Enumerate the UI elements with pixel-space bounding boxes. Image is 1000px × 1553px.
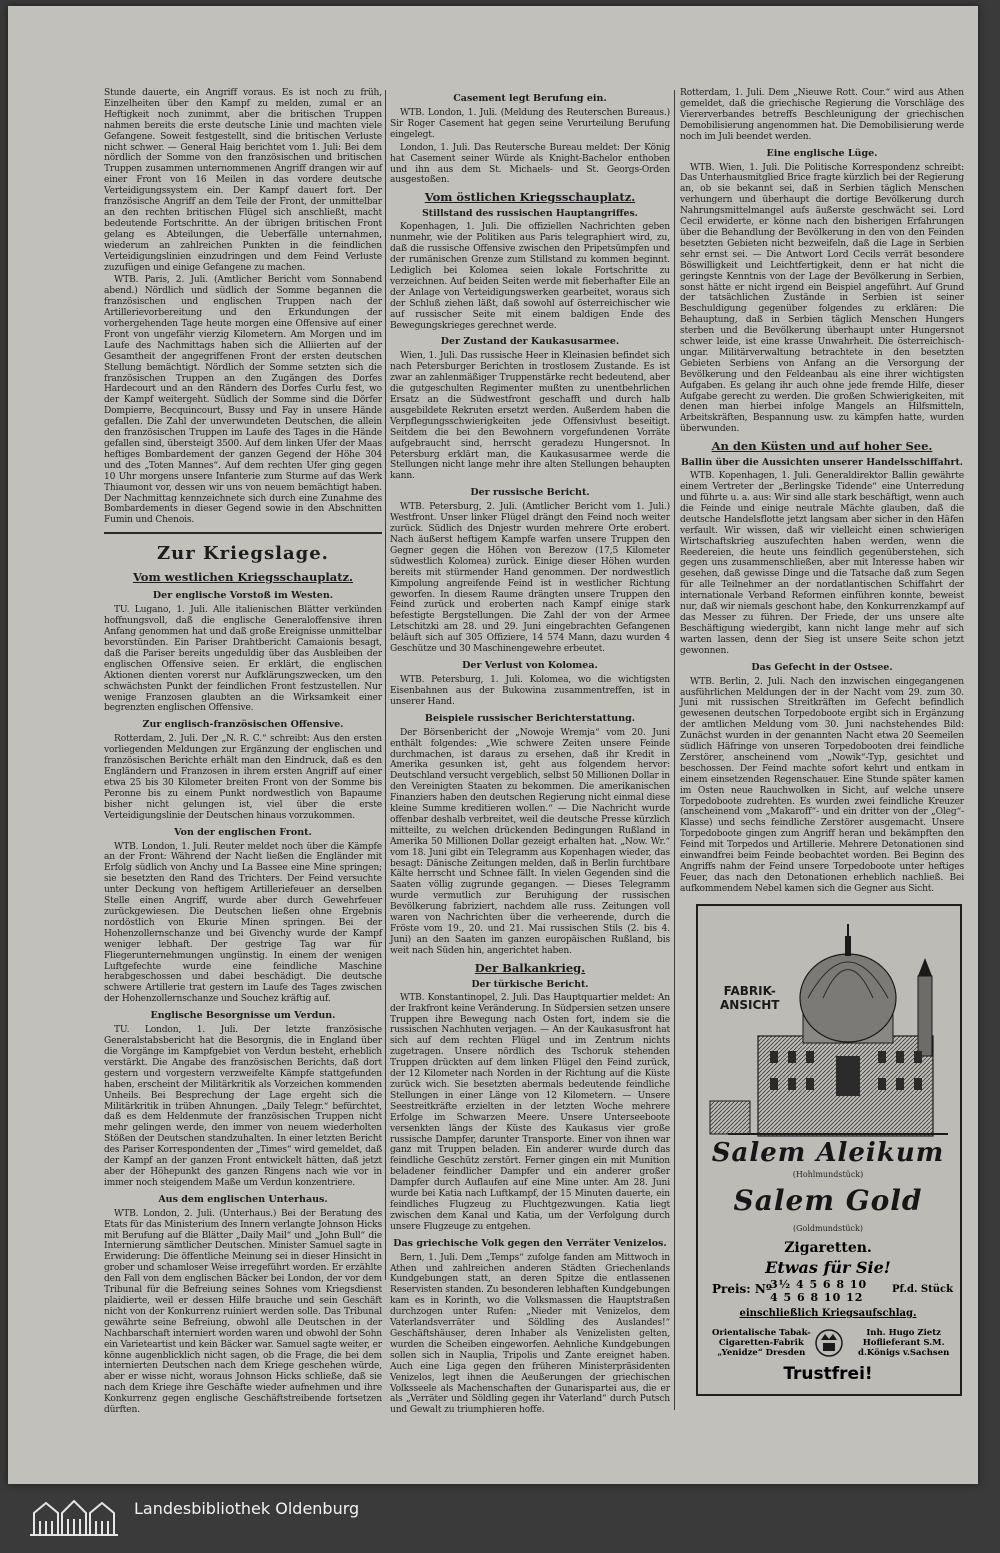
manufacturer-line: „Yenidze“ Dresden [717,1348,806,1358]
factory-building-illustration [698,906,960,1136]
column-left [104,88,382,1416]
article-paragraph: WTB. Kopenhagen, 1. Juli. Generaldirektor Ballin gewährte einem Vertreter der „Berlingske Tidende“ eine Unterredung und führte u. a. aus: Wir sind alle stark beschäftigt, wenn auch die Feinde und einige neutrale Mächte glauben, daß die deutsche Handelsflotte jetzt langsam aber sicher in den Häfen verfault. Wir wissen, daß wir vielleicht einen schwierigen Wirtschaftskrieg auszufechten haben werden, wenn die Reedereien, die heute uns feindlich gegenüberstehen, sich gegen uns zusammenschließen, aber mit Interesse haben wir gesehen, daß gewisse Dinge und die Tatsache daß zum Segen für alle Teilnehmer an der nordatlantischen Schiffahrt der internationale Verband Reformen einführen konnte, beweist nur, daß wir niemals geschont habe, den Konkurrenzkampf auf das Messer zu führen. Der Friede, der uns unsere alte Beschäftigung wiedergibt, kann nicht lange mehr auf sich warten lassen, denn der Sieg ist unsere Seite schon jetzt gewonnen. [680,471,964,656]
article-paragraph: Der Börsenbericht der „Nowoje Wremja“ vom 20. Juni enthält folgendes: „Wie schwere Zeiten unsere Feinde durchmachen, ist daraus zu ersehen, daß ihr Kredit in Amerika gesunken ist, geht aus folgendem hervor: Deutschland versucht vergeblich, selbst 50 Millionen Dollar in den Vereinigten Staaten zu bekommen. Die amerikanischen Finanziers haben den deutschen Regierung nicht einmal diese kleine Summe kreditieren wollen.“ — Die Nachricht wurde offenbar deshalb verbreitet, weil die deutsche Presse kürzlich mitteilte, zu welchen drückenden Bedingungen Rußland in Amerika 50 Millionen Dollar gezeigt erhalten hat. „Now. Wr.“ vom 18. Juni gibt ein Telegramm aus Kopenhagen wieder, das besagt: Dänische Zeitungen melden, daß in Berlin furchtbare Kälte herrscht und Schnee fällt. In vielen Gegenden sind die Saaten völlig zugrunde gegangen. — Dieses Telegramm wurde vermutlich zur Beruhigung der russischen Bevölkerung fabriziert, nachdem alle russ. Zeitungen voll waren von Nachrichten über die verheerende, durch die Fröste vom 19., 20. und 21. Mai russischen Stils (2. bis 4. Juni) an den Saaten im ganzen europäischen Rußland, bis weit nach Süden hin, angerichtet haben. [390,727,670,956]
article-heading: Aus dem englischen Unterhaus. [158,1193,328,1205]
article-heading: Der Verlust von Kolomea. [462,659,598,671]
salem-cigarette-advertisement [696,904,962,1396]
proprietor-info [858,1328,949,1358]
article-paragraph: Kopenhagen, 1. Juli. Die offiziellen Nachrichten geben nunmehr, wie der Politiken aus Paris telegraphiert wird, zu, daß die russische Offensive zwischen den Pripetsümpfen und der rumänischen Grenze zum Stillstand zu kommen beginnt. Lediglich bei Kolomea seien lokale Fortschritte zu verzeichnen. Auf beiden Seiten werde mit fieberhafter Eile an der Anlage von Verteidigungswerken gearbeitet, woraus sich der Schluß ziehen läßt, daß sowohl auf österreichischer wie auf russischer Seite mit einem baldigen Ende des Bewegungskrieges gerechnet werde. [390,222,670,331]
article-paragraph: Wien, 1. Juli. Das russische Heer in Kleinasien befindet sich nach Petersburger Berichten in trostlosem Zustande. Es ist zwar an zahlenmäßiger Truppenstärke recht bedeutend, aber die gutgeschulten Regimenter mußten zu unentbehrlichen Ersatz an die Südwestfront geschafft und durch halb ausgebildete Rekruten ersetzt werden. Außerdem haben die Verpflegungsschwierigkeiten jede Offensivlust beseitigt. Seitdem die bei den Bewohnern vorgefundenen Vorräte aufgebraucht sind, herrscht geradezu Hungersnot. In Petersburg erklärt man, die Kaukasusarmee werde die Stellungen nicht lange mehr ihre alten Stellungen behaupten kann. [390,351,670,482]
price-row: 3½ 4 5 6 8 10 [770,1278,868,1291]
article-heading: Der Zustand der Kaukasusarmee. [440,336,620,348]
price-row: 4 5 6 8 10 12 [770,1291,864,1304]
brand-subtitle: (Hohlmundstück) [792,1170,864,1179]
article-heading: Von der englischen Front. [174,826,312,838]
fabrik-ansicht-caption [720,984,779,1012]
section-heading: Vom westlichen Kriegsschauplatz. [132,570,354,585]
brand-subtitle: (Goldmundstück) [793,1224,863,1233]
article-heading: Das griechische Volk gegen den Verräter Venizelos. [393,1237,667,1249]
article-heading: Das Gefecht in der Ostsee. [751,661,893,673]
article-paragraph: WTB. Konstantinopel, 2. Juli. Das Hauptquartier meldet: An der Irakfront keine Veränderung. In Südpersien setzen unsere Truppen ihre Bewegung nach Osten fort, indem sie die russischen Nachhuten verjagen. — An der Kaukasusfront hat sich auf dem rechten Flügel und im Zentrum nichts zugetragen. Unsere nördlich des Tschoruk stehenden Truppen drückten auf dem linken Flügel den Feind zurück, der 12 Kilometer nach Norden in der Richtung auf die Küste zurück wich. Sie besetzten abermals bedeutende feindliche Stellungen in einer Länge von 12 Kilometern. — Unsere Seestreitkräfte erzielten in der letzten Woche mehrere Erfolge im Schwarzen Meere. Unsere Unterseeboote versenkten längs der Küste des Kaukasus vier große russische Dampfer, darunter Transporte. Einer von ihnen war ganz mit Truppen beladen. Ein anderer wurde durch das feindliche Geschütz zerstört. Ferner gingen ein mit Munition beladener feindlicher Dampfer und ein anderer großer Dampfer durch Auflaufen auf eine Mine unter. Am 28. Juni wurde bei Katia nach Luftkampf, der 15 Minuten dauerte, ein feindliches Flugzeug zu Fluchtgezwungen. Katia liegt zwischen dem Kanal und Katia, um der Verfolgung durch unsere Flugzeuge zu entgehen. [390,992,670,1232]
trustfrei-slogan: Trustfrei! [783,1364,873,1384]
article-subheading: Stillstand des russischen Hauptangriffes. [422,208,638,220]
manufacturer-line: Cigaretten-Fabrik [718,1338,804,1348]
column-divider [385,90,386,1280]
article-heading: Englische Besorgnisse um Verdun. [150,1010,336,1022]
manufacturer-line: Orientalische Tabak- [712,1328,811,1338]
article-paragraph: WTB. Berlin, 2. Juli. Nach den inzwischen eingegangenen ausführlichen Meldungen der in der Nacht vom 29. zum 30. Juni mit russischen Streitkräften im Gefecht befindlich gewesenen deutschen Torpedoboote ergibt sich in Ergänzung der amtlichen Meldung vom 30. Juni nachstehendes Bild: Zunächst wurden in der genannten Nacht etwa 20 Seemeilen südlich Häfringe von unseren Torpedobooten drei feindliche Zerstörer, anscheinend vom „Nowik“-Typ, gesichtet und beschossen. Der Feind machte sofort kehrt und entkam in einem einsetzenden Regenschauer. Eine Stunde später kamen im Osten neue Rauchwolken in Sicht, auf welche unsere Torpedoboote zudrehten. Es wurden zwei feindliche Kreuzer (anscheinend vom „Makaroff“- und ein dritter von der „Oleg“-Klasse) und sechs feindliche Zerstörer ausgemacht. Unsere Torpedoboote gingen zum Angriff heran und bekämpften den Feind mit Torpedos und Artillerie. Mehrere Detonationen sind einwandfrei beim Feinde beobachtet worden. Bei Beginn des Angriffs nahm der Feind unsere Torpedoboote unter heftiges Feuer, das nach den Detonationen erheblich nachließ. Bei aufkommendem Nebel kamen sich die Gegner aus Sicht. [680,676,964,894]
article-paragraph: Bern, 1. Juli. Dem „Temps“ zufolge fanden am Mittwoch in Athen und zahlreichen anderen Städten Griechenlands Kundgebungen statt, an deren Spitze die entlassenen Reservisten standen. Zu besonderen lebhaften Kundgebungen kam es in Korinth, wo die Volksmassen die Hauptstraßen durchzogen unter Rufen: „Nieder mit Venizelos, dem Vaterlandsverräter und Söldling des Auslandes!“ Geschäftshäuser, deren Inhaber als Venizelisten gelten, wurden die Scheiben eingeworfen. Aehnliche Kundgebungen sollen sich in Nauplia, Tripolis und Zante ereignet haben. Auch eine Liga gegen den früheren Ministerpräsidenten Venizelos, legt ihnen die Aeußerungen der griechischen Volksseele als Machenschaften der Gunarispartei aus, die er als „Verräter und Söldling gegen ihr Vaterland“ durch Putsch und Gewalt zu triumphieren hoffe. [390,1252,670,1416]
article-subheading: Der türkische Bericht. [471,978,589,990]
newspaper-page [8,6,978,1484]
article-heading: Der englische Vorstoß im Westen. [152,590,334,602]
caption-line: FABRIK- [723,984,776,998]
brand-salem-gold: Salem Gold [733,1184,923,1217]
article-paragraph: Rotterdam, 1. Juli. Dem „Nieuwe Rott. Cour.“ wird aus Athen gemeldet, daß die griechische Regierung die Vorschläge des Viererverbandes betreffs Beschleunigung der griechischen Demobilisierung angenommen hat. Die Demobilisierung werde noch im Juli beendet werden. [680,88,964,142]
zigaretten-label: Zigaretten. [784,1240,872,1256]
proprietor-line: Inh. Hugo Zietz [866,1328,941,1338]
article-paragraph: WTB. Paris, 2. Juli. (Amtlicher Bericht vom Sonnabend abend.) Nördlich und südlich der Somme begannen die französischen und englischen Truppen nach der Artillerievorbereitung und den Erkundungen der vorhergehenden Tage heute morgen eine Offensive auf einer Front von ungefähr vierzig Kilometern. Am Morgen und im Laufe des Nachmittags haben sich die Alliierten auf der Gesamtheit der angegriffenen Front der ersten deutschen Stellung bemächtigt. Nördlich der Somme setzten sich die französischen Truppen an den Zugängen des Dorfes Hardecourt und an den Rändern des Dorfes Curlu fest, wo der Kampf weitergeht. Südlich der Somme sind die Dörfer Dompierre, Becquincourt, Bussy und Fay in unsere Hände gefallen. Die Zahl der unverwundeten Deutschen, die allein den französischen Truppen im Laufe des Tages in die Hände gefallen sind, übersteigt 3500. Auf dem linken Ufer der Maas heftiges Bombardement der ganzen Gegend der Höhe 304 und des „Toten Mannes“. Auf dem rechten Ufer ging gegen 10 Uhr morgens unsere Infanterie zum Sturme auf das Werk Thiaumont vor, dessen wir uns von neuem bemächtigt haben. Der Nachmittag kennzeichnete sich durch eine Zunahme des Bombardements in dieser Gegend sowie in den Abschnitten Fumin und Chenois. [104,275,382,526]
section-heading: Vom östlichen Kriegsschauplatz. [424,190,636,205]
article-heading: Beispiele russischer Berichterstattung. [424,712,636,724]
article-paragraph: WTB. London, 1. Juli. Reuter meldet noch über die Kämpfe an der Front: Während der Nacht ließen die Engländer mit Erfolg südlich von Anchy und La Bassee eine Mine springen; sie besetzten den Rand des Trichters. Der Feind versuchte unter Deckung von heftigem Artilleriefeuer an derselben Stelle einen Angriff, wurde aber durch Gewehrfeuer zurückgewiesen. Die Deutschen ließen ohne Ergebnis nordöstlich von Ekurie Minen springen. Bei der Hohenzollernschanze und bei Givenchy wurde der Kampf weniger lebhaft. Der gestrige Tag war für Fliegerunternehmungen ungünstig. In einem der wenigen Luftgefechte wurde eine feindliche Maschine herabgeschossen und dabei beschädigt. Die deutsche schwere Artillerie trat gestern im Laufe des Tages zwischen der Hohenzollernschanze und Souchez kräftig auf. [104,841,382,1005]
article-subheading: Ballin über die Aussichten unserer Handelsschiffahrt. [681,457,963,469]
article-heading: Der russische Bericht. [470,487,590,499]
tax-note: einschließlich Kriegsaufschlag. [739,1308,917,1319]
section-title: Zur Kriegslage. [157,543,329,565]
article-paragraph: WTB. Petersburg, 2. Juli. (Amtlicher Bericht vom 1. Juli.) Westfront. Unser linker Flügel drängt den Feind noch weiter zurück. Südlich des Dnjestr wurden mehrere Orte erobert. Nach äußerst heftigem Kampfe warfen unsere Truppen den Gegner gegen die Höhen von Berezow (17,5 Kilometer südwestlich Kolomea) zurück. Einige dieser Höhen wurden bereits mit stürmender Hand genommen. Der nordwestlich Kimpolung angreifende Feind ist in westlicher Richtung geworfen. In diesem Raume drängten unsere Truppen den Feind zurück und eroberten nach Kampf einige stark befestigte Bergstellungen. Die Zahl der von der Armee Letschitzki am 28. und 29. Juni eingebrachten Gefangenen beläuft sich auf 305 Offiziere, 14 574 Mann, dazu wurden 4 Geschütze und 30 Maschinengewehre erbeutet. [390,502,670,655]
manufacturer-name [712,1328,811,1358]
section-heading: Der Balkankrieg. [474,960,586,975]
price-unit: Pf.d. Stück [892,1284,954,1295]
proprietor-line: d.Königs v.Sachsen [858,1348,950,1358]
article-paragraph: WTB. London, 1. Juli. (Meldung des Reuterschen Bureaus.) Sir Roger Casement hat gegen seine Verurteilung Berufung eingelegt. [390,108,670,140]
brand-salem-aleikum: Salem Aleikum [711,1138,945,1168]
section-heading: An den Küsten und auf hoher See. [711,439,933,454]
library-footer [0,1493,1000,1553]
caption-line: ANSICHT [720,998,780,1012]
article-heading: Casement legt Berufung ein. [453,93,607,104]
section-rule [104,532,382,534]
article-paragraph: WTB. Petersburg, 1. Juli. Kolomea, wo die wichtigsten Eisenbahnen aus der Bukowina zusammentreffen, ist in unserer Hand. [390,674,670,707]
article-paragraph: WTB. London, 2. Juli. (Unterhaus.) Bei der Beratung des Etats für das Ministerium des Innern verlangte Johnson Hicks mit Berufung auf die Blätter „Daily Mail“ und „John Bull“ die Internierung sämtlicher Deutschen. Minister Samuel sagte in Erwiderung: Die öffentliche Meinung sei in dieser Hinsicht in grober und schamloser Weise irregeführt worden. Er erzählte den Fall von dem englischen Bäcker bei London, der vor dem Tribunal für die Befreiung seines Sohnes vom Kriegsdienst plaidierte, weil er dessen Hilfe brauche und sein Geschäft nicht von der Konkurrenz ruiniert werden solle. Das Tribunal gewährte seine Befreiung, obwohl alle Deutschen in der Nachbarschaft interniert worden waren und obwohl der Sohn ein Varieteartist und kein Bäcker war. Samuel sagte weiter, er könne augenblicklich nicht sagen, ob die Frage, die bei dem internierten Deutschen nach dem Kriege geschehen würde, aber er wisse nicht, woraus Johnson Hicks schließe, daß sie nach dem Kriege ihre Geschäfte wieder aufnehmen und ihre Konkurrenz gegen englische Geschäftstreibende fortsetzen dürften. [104,1208,382,1416]
article-paragraph: WTB. Wien, 1. Juli. Die Politische Korrespondenz schreibt: Das Unterhausmitglied Brice fragte kürzlich bei der Regierung an, ob sie bekannt sei, daß in Serbien täglich Menschen verhungern und überhaupt die dortige Bevölkerung durch Nahrungsmittelmangel aufs äußerste geschwächt sei. Lord Cecil erwiderte, er könne nach den bisherigen Erfahrungen über die Behandlung der Bevölkerung in den von den Feinden besetzten Gebieten nicht bezweifeln, daß die Lage in Serbien sehr ernst sei. — Die Antwort Lord Cecils verrät besondere Böswilligkeit und Leichtfertigkeit, denn er hat nicht die geringste Kenntnis von der Lage der Bevölkerung in Serbien, sonst hätte er nicht irgend ein Beispiel angeführt. Auf Grund der tatsächlichen Zustände in Serbien ist seiner Beschuldigung gegenüber folgendes zu erklären: Die Behauptung, daß in Serbien täglich Menschen Hungers sterben und die Bevölkerung überhaupt unter Hungersnot schwer leide, ist eine krasse Unwahrheit. Die österreichisch-ungar. Militärverwaltung betrachtete in den besetzten Gebieten Serbiens von Anfang an die Versorgung der Bevölkerung und den Feldeanbau als eine ihrer wichtigsten Aufgaben. Es gelang ihr auch ohne jede fremde Hilfe, dieser Aufgabe gerecht zu werden. Die großen Schwierigkeiten, mit denen man hierbei infolge Mangels an Hilfsmitteln, Arbeitskräften, Bespannung usw. zu kämpfen hatte, wurden überwunden. [680,162,964,435]
library-name: Landesbibliothek Oldenburg [134,1499,360,1518]
column-divider [674,90,675,1410]
column-middle [390,88,670,1416]
article-paragraph: TU. Lugano, 1. Juli. Alle italienischen Blätter verkünden hoffnungsvoll, daß die englische Generaloffensive ihren Anfang genommen hat und daß große Ereignisse unmittelbar bevorstünden. Ein Pariser Drahtbericht Camaionis besagt, daß die Pariser bereits ungeduldig über das Ausbleiben der englischen Offensive seien. Er erklärt, die englischen Aktionen dienten vorerst nur Aufklärungszwecken, um den schwächsten Punkt der feindlichen Front festzustellen. Nur wenige Franzosen glaubten an die Wirksamkeit einer begrenzten englischen Offensive. [104,605,382,714]
proprietor-line: Hoflieferant S.M. [862,1338,945,1348]
price-label: Preis: Nº [712,1282,772,1296]
article-paragraph: Rotterdam, 2. Juli. Der „N. R. C.“ schreibt: Aus den ersten vorliegenden Meldungen zur Ergänzung der englischen und französischen Berichte erhält man den Eindruck, daß es den Engländern und Franzosen in ihrem ersten Angriff auf einer etwa 25 bis 30 Kilometer breiten Front von der Somme bis Peronne bis zu einem Punkt nordwestlich von Bapaume bisher nicht gelungen ist, viel über die erste Verteidigungslinie der Deutschen hinaus vorzukommen. [104,734,382,821]
article-heading: Eine englische Lüge. [766,147,878,159]
library-building-logo-icon [26,1495,122,1541]
article-heading: Zur englisch-französischen Offensive. [142,719,344,731]
royal-crest-icon [812,1326,846,1360]
article-paragraph: TU. London, 1. Juli. Der letzte französische Generalstabsbericht hat die Besorgnis, die in England über die Vorgänge im Kampfgebiet von Verdun besteht, erheblich verstärkt. Die Angabe des französischen Berichts, daß dort gestern und vorgestern verzweifelte Kämpfe stattgefunden haben, erscheint der Militärkritik als Vorzeichen kommenden Unheils. Bei Besprechung der Lage ergeht sich die Militärkritik in trüben Ahnungen. „Daily Telegr.“ befürchtet, daß es dem Heldenmute der französischen Truppen nicht mehr gelingen werde, den immer von neuem wiederholten Stößen der Deutschen standzuhalten. In einer letzten Bericht des Pariser Korrespondenten der „Times“ wird gemeldet, daß der Kampf an der ganzen Front entwickelt hätten, daß jetzt aber der Höhepunkt des ganzen Ringens nach wie vor in immer noch steigendem Maße um Verdun konzentriere. [104,1025,382,1188]
column-right [680,88,964,894]
article-paragraph: Stunde dauerte, ein Angriff voraus. Es ist noch zu früh, Einzelheiten über den Kampf zu melden, zumal er an Heftigkeit noch zunimmt, aber die britischen Truppen nahmen bereits die erste deutsche Linie und machten viele Gefangene. Soweit festgestellt, sind die britischen Verluste nicht schwer. — General Haig berichtet vom 1. Juli: Bei dem nördlich der Somme von den französischen und britischen Truppen zusammen unternommenen Angriff drangen wir auf einer Front von 16 Meilen in das vordere deutsche Verteidigungssystem ein. Der Kampf dauert fort. Der französische Angriff an dem Teile der Front, der unmittelbar an den rechten britischen Flügel sich anschließt, macht bedeutende Fortschritte. An der übrigen britischen Front gelang es Abteilungen, die Ueberfälle unternahmen, wiederum an zahlreichen Punkten in die feindlichen Verteidigungslinien einzudringen und dem Feind Verluste zuzufügen und einige Gefangene zu machen. [104,88,382,273]
slogan: Etwas für Sie! [765,1258,891,1277]
article-paragraph: London, 1. Juli. Das Reutersche Bureau meldet: Der König hat Casement seiner Würde als Knight-Bachelor enthoben und ihn aus dem St. Michaels- und St. Georgs-Orden ausgestoßen. [390,142,670,186]
